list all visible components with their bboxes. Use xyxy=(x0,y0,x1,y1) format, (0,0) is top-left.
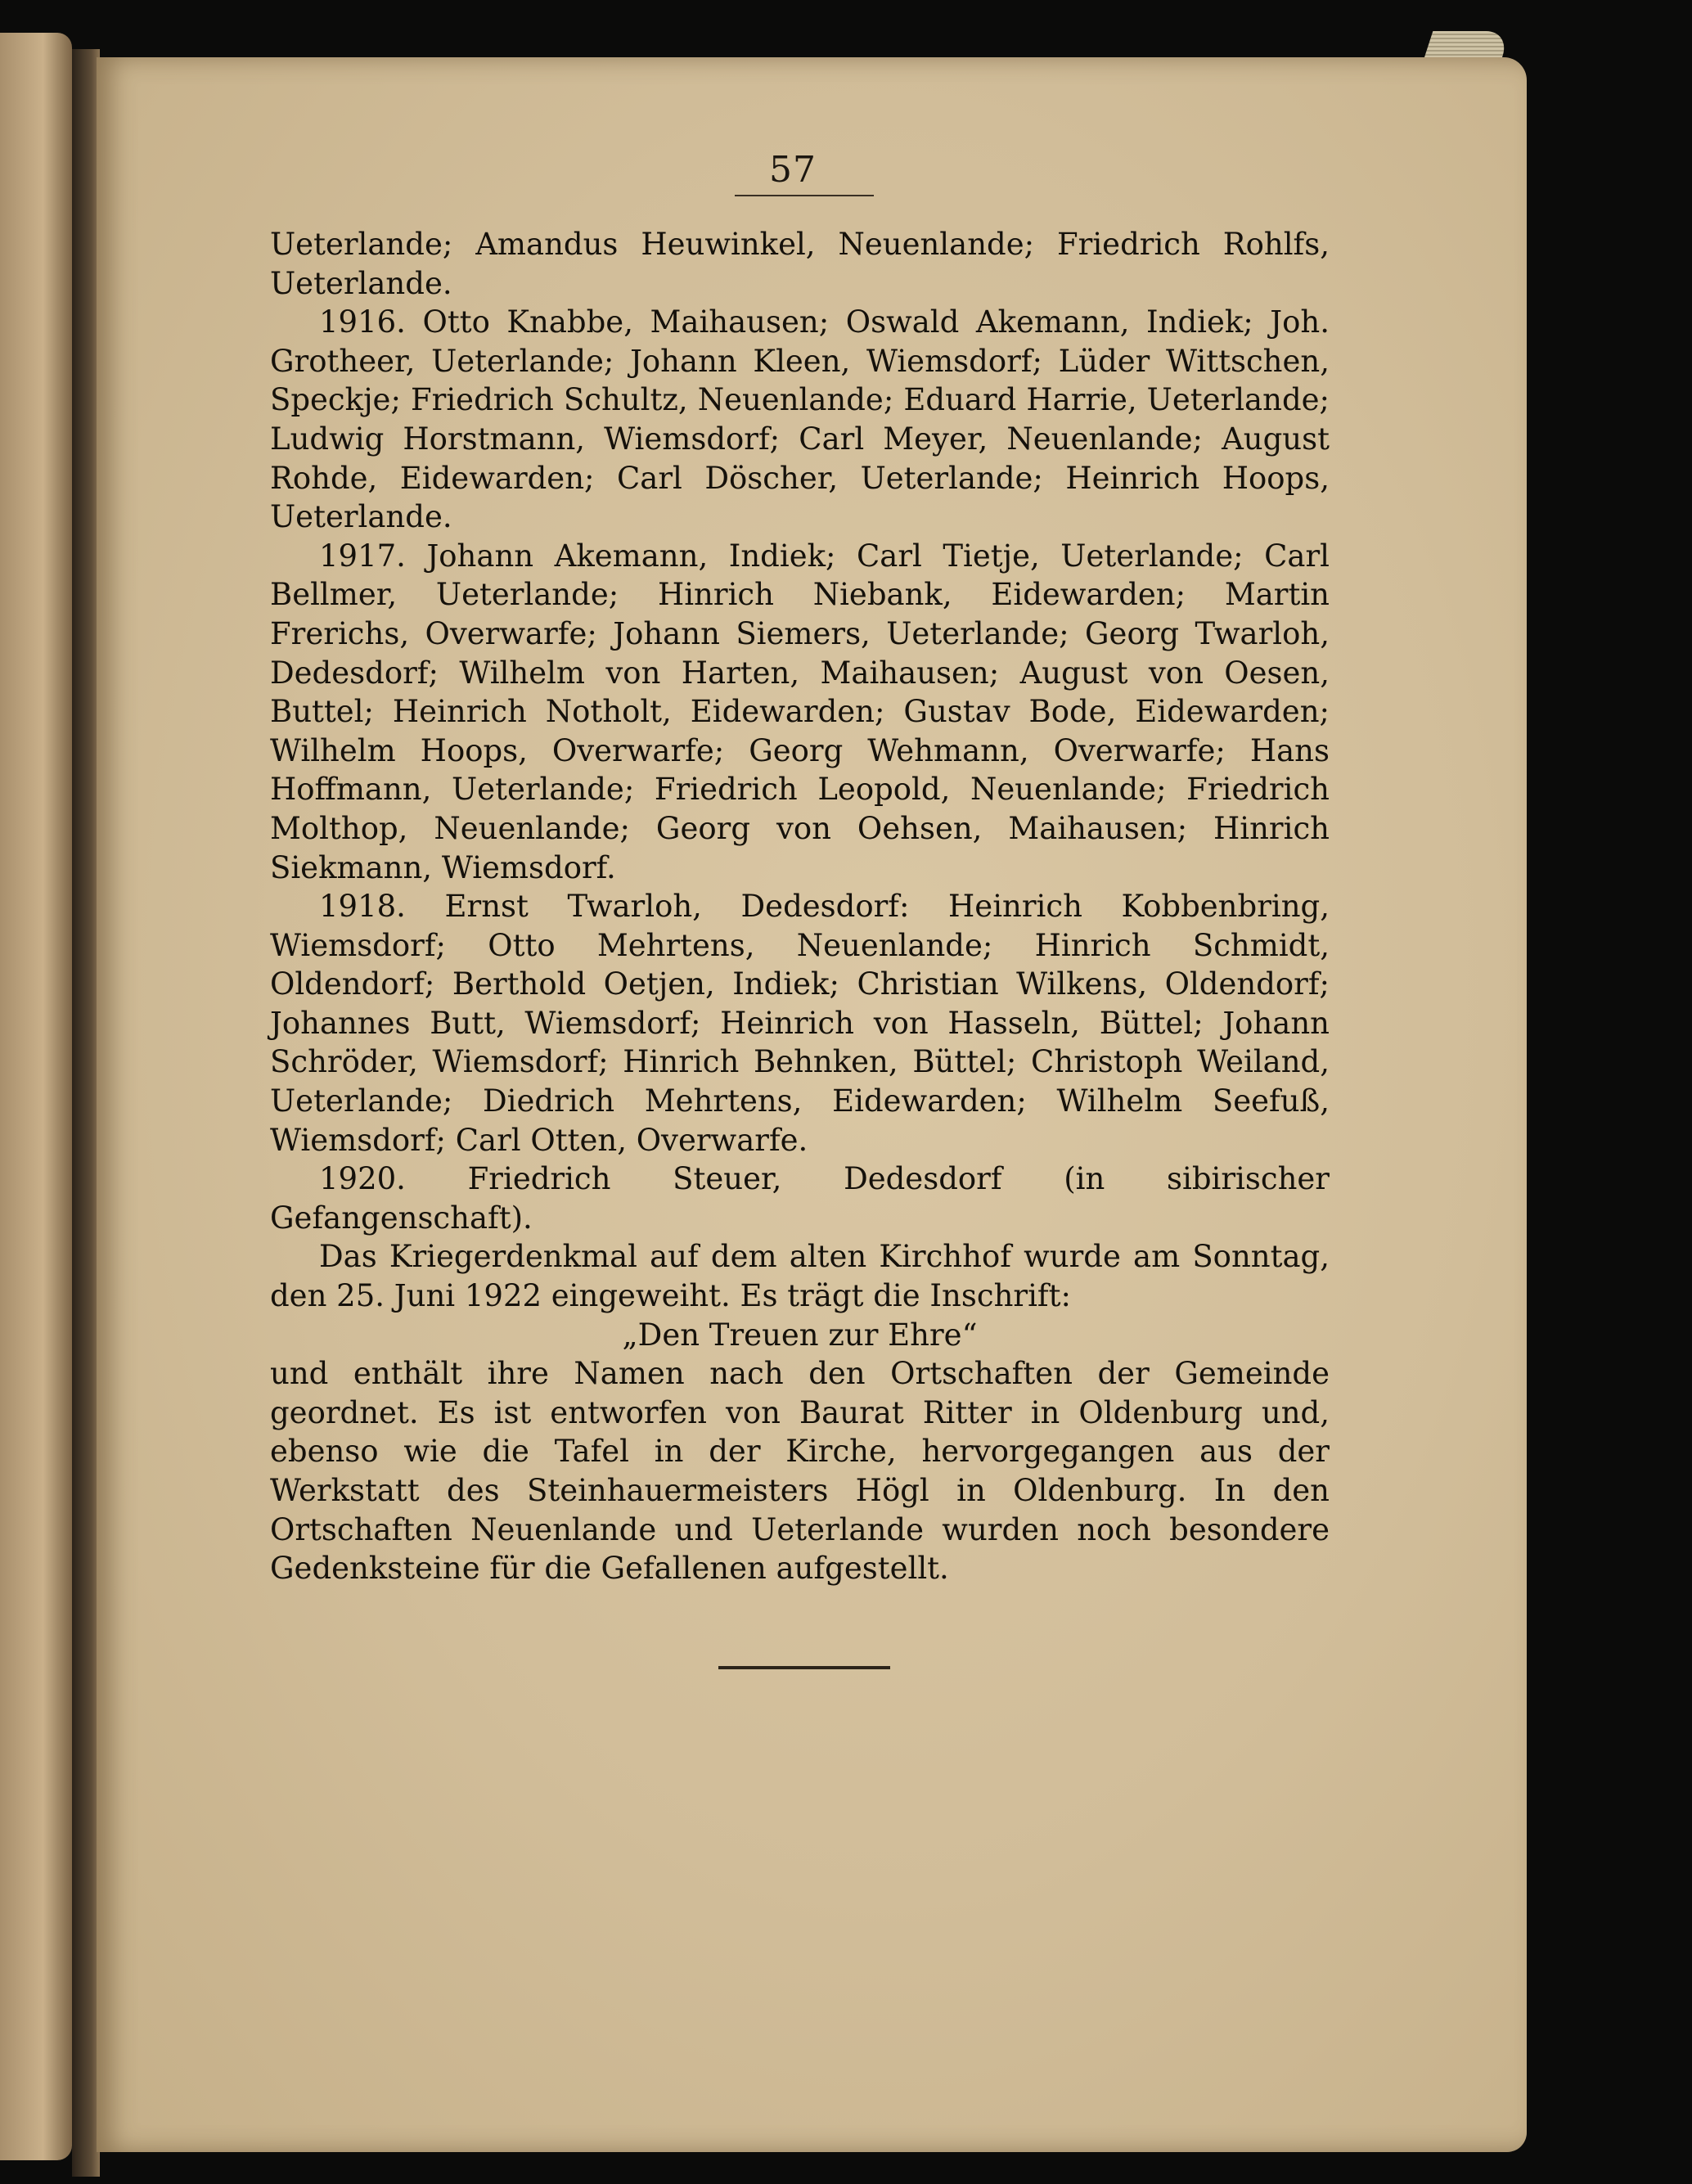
paragraph-1917 xyxy=(270,537,1330,887)
book-gutter xyxy=(72,49,100,2177)
year-label: 1920. xyxy=(319,1161,406,1197)
left-page-edge xyxy=(0,33,72,2160)
paragraph-text: Ernst Twarloh, Dedesdorf: Heinrich Kobbenbring, Wiemsdorf; Otto Mehrtens, Neuenlande; Hinrich Schmidt, Oldendorf; Berthold Oetjen, Indiek; Christian Wilkens, Oldendorf; Johannes Butt, Wiemsdorf; Heinrich von Hasseln, Büttel; Johann Schröder, Wiemsdorf; Hinrich Behnken, Büttel; Christoph Weiland, Ueterlande; Diedrich Mehrtens, Eidewarden; Wilhelm Seefuß, Wiemsdorf; Carl Otten, Overwarfe. xyxy=(270,889,1330,1158)
end-rule xyxy=(718,1666,890,1669)
year-label: 1918. xyxy=(319,889,406,925)
inscription-quote xyxy=(270,1316,1330,1355)
paragraph-text: Johann Akemann, Indiek; Carl Tietje, Ueterlande; Carl Bellmer, Ueterlande; Hinrich Niebank, Eidewarden; Martin Frerichs, Overwarfe; Johann Siemers, Ueterlande; Georg Twarloh, Dedesdorf; Wilhelm von Harten, Maihausen; August von Oesen, Buttel; Heinrich Notholt, Eidewarden; Gustav Bode, Eidewarden; Wilhelm Hoops, Overwarfe; Georg Wehmann, Overwarfe; Hans Hoffmann, Ueterlande; Friedrich Leopold, Neuenlande; Friedrich Molthop, Neuenlande; Georg von Oehsen, Maihausen; Hinrich Siekmann, Wiemsdorf. xyxy=(270,538,1330,885)
paragraph-1918 xyxy=(270,887,1330,1160)
page-number: 57 xyxy=(769,149,817,191)
paragraph-continuation xyxy=(270,225,1330,303)
paragraph-memorial xyxy=(270,1237,1330,1315)
year-label: 1916. xyxy=(319,304,406,340)
paragraph-text: und enthält ihre Namen nach den Ortschaften der Gemeinde geordnet. Es ist entworfen von Baurat Ritter in Oldenburg und, ebenso wie die Tafel in der Kirche, hervorgegangen aus der Werkstatt des Steinhauermeisters Högl in Oldenburg. In den Ortschaften Neuenlande und Ueterlande wurden noch besondere Gedenksteine für die Gefallenen aufgestellt. xyxy=(270,1356,1330,1587)
body-text xyxy=(270,225,1330,1588)
inscription-text: „Den Treuen zur Ehre“ xyxy=(622,1317,978,1353)
paragraph-1916 xyxy=(270,303,1330,537)
year-label: 1917. xyxy=(319,538,406,574)
paragraph-text: Ueterlande; Amandus Heuwinkel, Neuenlande; Friedrich Rohlfs, Ueterlande. xyxy=(270,227,1330,301)
paragraph-text: Friedrich Steuer, Dedesdorf (in sibirischer Gefangenschaft). xyxy=(270,1161,1330,1236)
paragraph-closing xyxy=(270,1354,1330,1588)
page-number-rule xyxy=(735,195,874,196)
corner-speck xyxy=(15,2137,23,2149)
paragraph-1920 xyxy=(270,1160,1330,1237)
paragraph-text: Otto Knabbe, Maihausen; Oswald Akemann, Indiek; Joh. Grotheer, Ueterlande; Johann Kleen, Wiemsdorf; Lüder Wittschen, Speckje; Friedrich Schultz, Neuenlande; Eduard Harrie, Ueterlande; Ludwig Horstmann, Wiemsdorf; Carl Meyer, Neuenlande; August Rohde, Eidewarden; Carl Döscher, Ueterlande; Heinrich Hoops, Ueterlande. xyxy=(270,304,1330,535)
paragraph-text: Das Kriegerdenkmal auf dem alten Kirchhof wurde am Sonntag, den 25. Juni 1922 eingeweiht. Es trägt die Inschrift: xyxy=(270,1239,1330,1314)
